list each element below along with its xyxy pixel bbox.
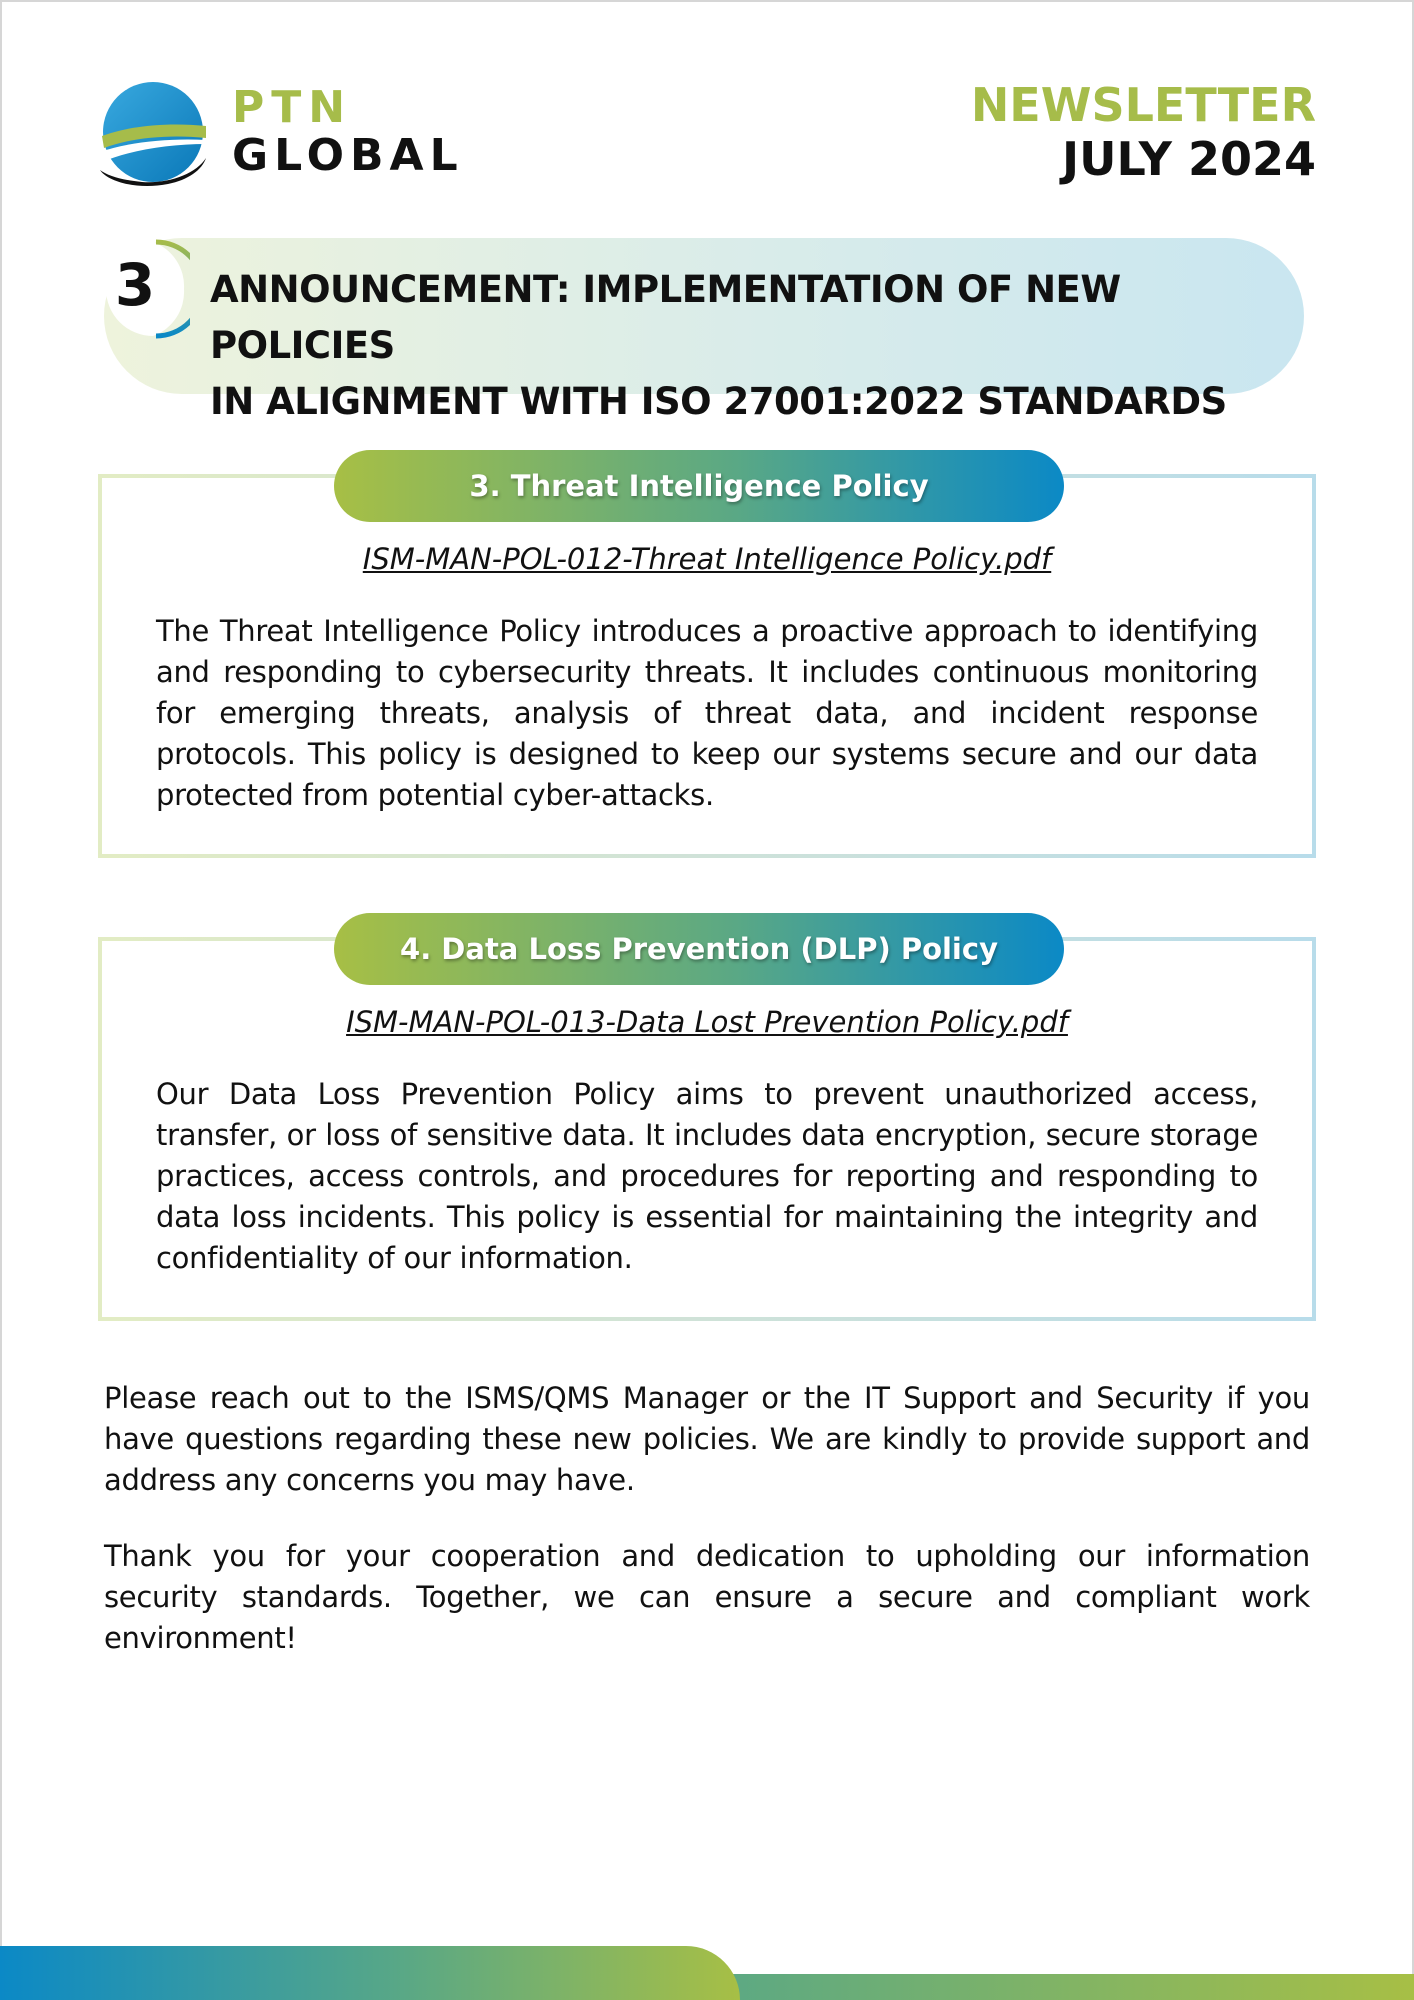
policy-file-link-threat-intelligence[interactable]: ISM-MAN-POL-012-Threat Intelligence Policy.pdf <box>362 542 1052 576</box>
announcement-title-line2: IN ALIGNMENT WITH ISO 27001:2022 STANDARDS <box>210 380 1227 423</box>
policy-title-dlp: 4. Data Loss Prevention (DLP) Policy <box>334 913 1064 985</box>
thanks-paragraph: Thank you for your cooperation and dedication to upholding our information security standards. Together, we can ensure a secure and compliant work environment! <box>104 1539 1310 1655</box>
policy-title-threat-intelligence: 3. Threat Intelligence Policy <box>334 450 1064 522</box>
announcement-title-line1: ANNOUNCEMENT: IMPLEMENTATION OF NEW POLICIES <box>210 268 1121 367</box>
policy-description-dlp: Our Data Loss Prevention Policy aims to prevent unauthorized access, transfer, or loss of sensitive data. It includes data encryption, secure storage practices, access controls, and procedures for reporting and responding to data loss incidents. This policy is essential for maintaining the integrity and confidentiality of our information. <box>156 1077 1258 1275</box>
issue-date: JULY 2024 <box>1062 132 1316 186</box>
brand-bottom: GLOBAL <box>232 130 464 181</box>
contact-paragraph: Please reach out to the ISMS/QMS Manager or the IT Support and Security if you have questions regarding these new policies. We are kindly to provide support and address any concerns you may have. <box>104 1381 1310 1497</box>
announcement-title <box>210 262 1300 430</box>
footer-tab <box>0 1946 740 2000</box>
newsletter-label: NEWSLETTER <box>970 78 1316 132</box>
issue-info <box>970 78 1316 186</box>
brand-wordmark <box>232 82 464 181</box>
brand-top: PTN <box>232 82 353 133</box>
policy-description-threat-intelligence: The Threat Intelligence Policy introduces a proactive approach to identifying and responding to cybersecurity threats. It includes continuous monitoring for emerging threats, analysis of threat data, and incident response protocols. This policy is designed to keep our systems secure and our data protected from potential cyber-attacks. <box>156 614 1258 812</box>
announcement-number: 3 <box>114 251 156 319</box>
globe-swoosh-icon <box>98 78 208 194</box>
policy-file-link-dlp[interactable]: ISM-MAN-POL-013-Data Lost Prevention Policy.pdf <box>346 1005 1068 1039</box>
